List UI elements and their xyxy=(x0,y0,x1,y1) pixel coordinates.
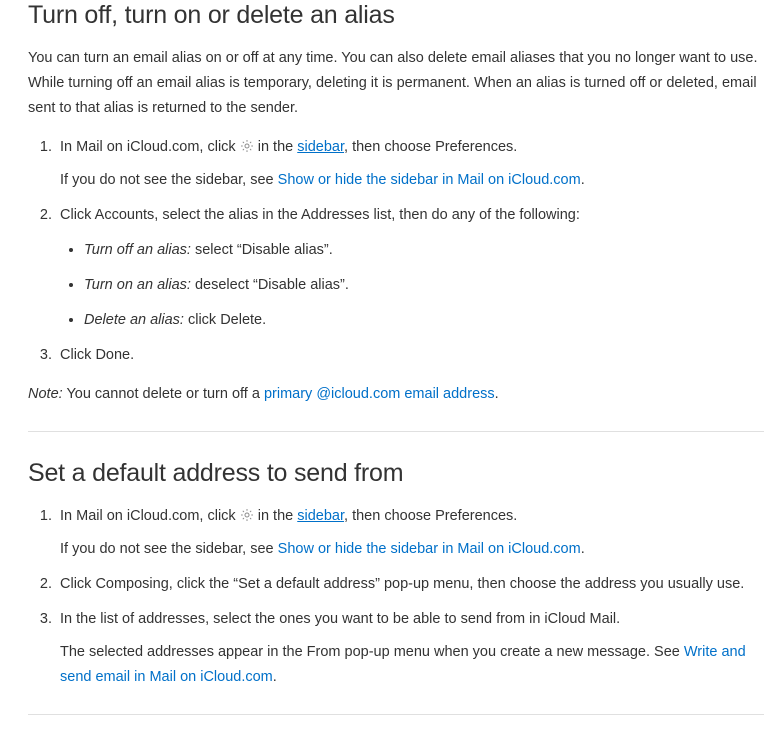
step-text: Click Done. xyxy=(60,347,135,363)
step-text-part: in the xyxy=(257,508,294,524)
step-substep xyxy=(60,537,764,562)
bullet-text: deselect “Disable alias”. xyxy=(190,277,349,293)
gear-icon[interactable] xyxy=(240,139,254,153)
list-item xyxy=(56,504,764,562)
step-text: In the list of addresses, select the ones you want to be able to send from in iCloud Mail. xyxy=(60,611,621,627)
step-text-part: in the xyxy=(257,139,294,155)
section-set-default-address xyxy=(28,432,764,729)
link-show-or-hide-sidebar[interactable]: Show or hide the sidebar in Mail on iCloud.com xyxy=(277,541,581,557)
substep-text-part: If you do not see the sidebar, see xyxy=(60,172,274,188)
note-text-part: You cannot delete or turn off a xyxy=(62,386,264,402)
bullet-label: Turn off an alias: xyxy=(84,242,191,258)
note-text-part: . xyxy=(494,386,499,402)
page-title: Turn off, turn on or delete an alias xyxy=(28,1,395,29)
list-item xyxy=(56,572,764,597)
bullet-label: Turn on an alias: xyxy=(84,277,191,293)
step-text: Click Accounts, select the alias in the Addresses list, then do any of the following: xyxy=(60,207,580,223)
link-show-or-hide-sidebar[interactable]: Show or hide the sidebar in Mail on iCloud.com xyxy=(277,172,581,188)
gear-icon[interactable] xyxy=(240,508,254,522)
section-intro-paragraph: You can turn an email alias on or off at any time. You can also delete email aliases that you no longer want to use. While turning off an email alias is temporary, deleting it is permanent. When an alias is turned off or deleted, email sent to that alias is returned to the sender. xyxy=(28,50,758,116)
step-text-part: In Mail on iCloud.com, click xyxy=(60,508,236,524)
link-write-and-send-email[interactable]: Write and send email in Mail on iCloud.com xyxy=(60,644,746,685)
list-item xyxy=(56,203,764,333)
step-text-part: , then choose Preferences. xyxy=(344,139,518,155)
section-heading: Set a default address to send from xyxy=(28,459,404,487)
note-label: Note: xyxy=(28,386,63,402)
list-item xyxy=(56,607,764,690)
bottom-spacer xyxy=(28,715,764,729)
bullet-text: select “Disable alias”. xyxy=(190,242,333,258)
step-text-part: , then choose Preferences. xyxy=(344,508,518,524)
list-item xyxy=(84,308,764,333)
substep-text-part: . xyxy=(580,172,585,188)
step-substep xyxy=(60,640,764,690)
list-item xyxy=(56,135,764,193)
steps-list xyxy=(28,504,764,690)
link-primary-icloud-address[interactable]: primary @icloud.com email address xyxy=(263,386,495,402)
link-sidebar[interactable]: sidebar xyxy=(297,139,345,155)
link-sidebar[interactable]: sidebar xyxy=(297,508,345,524)
substep-text-part: The selected addresses appear in the From pop-up menu when you create a new message. See xyxy=(60,644,684,660)
section-turn-off-alias xyxy=(28,0,764,432)
substep-text-part: If you do not see the sidebar, see xyxy=(60,541,274,557)
step-substep xyxy=(60,168,764,193)
steps-list xyxy=(28,135,764,368)
bullet-text: click Delete. xyxy=(183,312,267,328)
note-paragraph xyxy=(28,382,764,407)
substep-text-part: . xyxy=(272,669,277,685)
step-text-part: In Mail on iCloud.com, click xyxy=(60,139,236,155)
list-item xyxy=(84,238,764,263)
substep-text-part: . xyxy=(580,541,585,557)
bullet-label: Delete an alias: xyxy=(84,312,184,328)
list-item xyxy=(84,273,764,298)
list-item xyxy=(56,343,764,368)
bullet-list xyxy=(60,238,764,333)
step-text: Click Composing, click the “Set a default address” pop-up menu, then choose the address you usually use. xyxy=(60,576,745,592)
